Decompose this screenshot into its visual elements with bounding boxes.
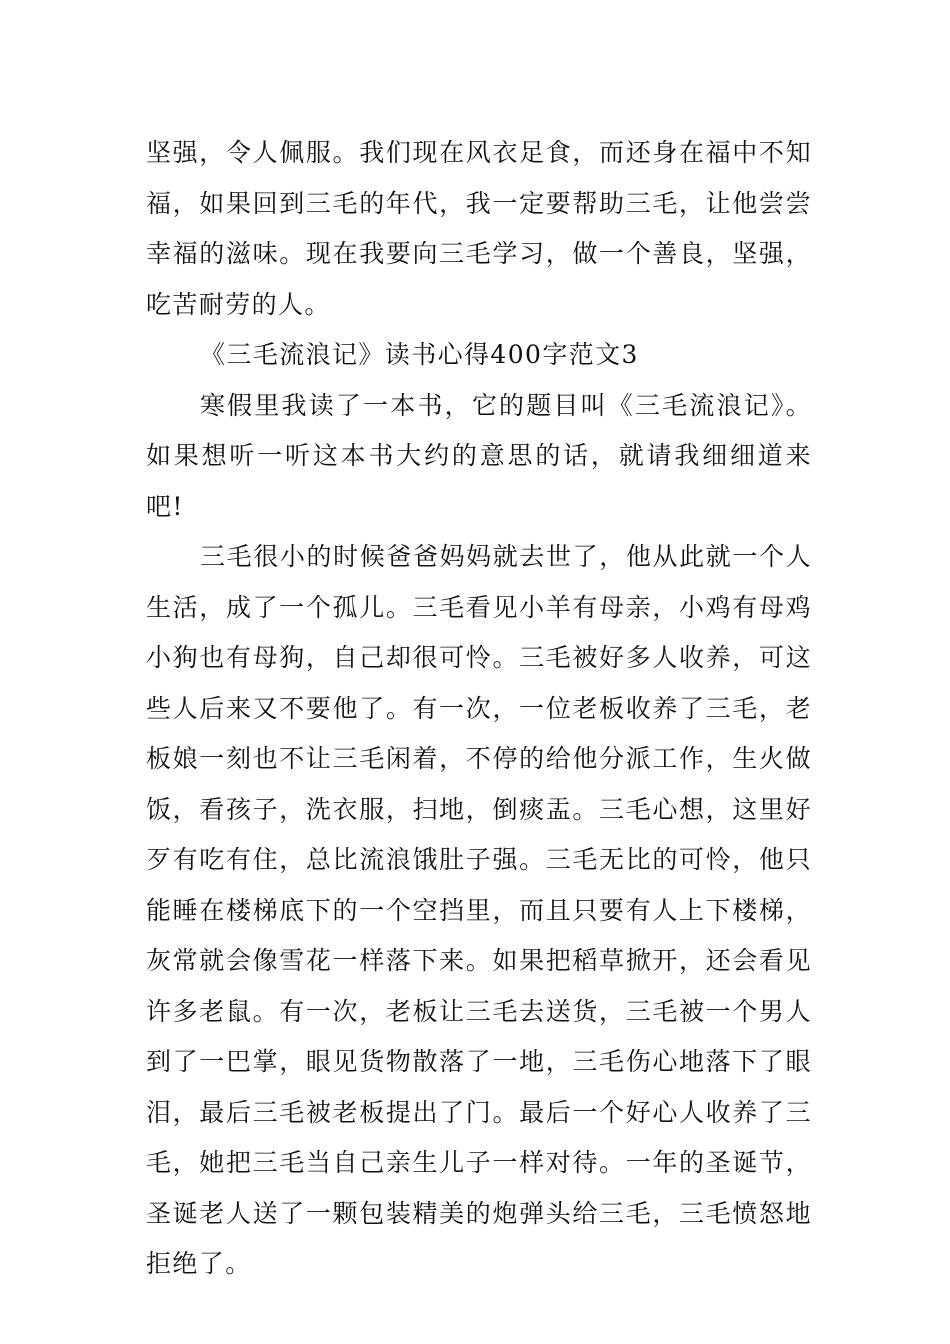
document-page	[146, 128, 812, 1290]
paragraph-intro: 寒假里我读了一本书，它的题目叫《三毛流浪记》。如果想听一听这本书大约的意思的话，就请我细细道来吧!	[146, 390, 812, 521]
paragraph-story: 三毛很小的时候爸爸妈妈就去世了，他从此就一个人生活，成了一个孤儿。三毛看见小羊有母亲，小鸡有母鸡小狗也有母狗，自己却很可怜。三毛被好多人收养，可这些人后来又不要他了。有一次，一位老板收养了三毛，老板娘一刻也不让三毛闲着，不停的给他分派工作，生火做饭，看孩子，洗衣服，扫地，倒痰盂。三毛心想，这里好歹有吃有住，总比流浪饿肚子强。三毛无比的可怜，他只能睡在楼梯底下的一个空挡里，而且只要有人上下楼梯，灰常就会像雪花一样落下来。如果把稻草掀开，还会看见许多老鼠。有一次，老板让三毛去送货，三毛被一个男人到了一巴掌，眼见货物散落了一地，三毛伤心地落下了眼泪，最后三毛被老板提出了门。最后一个好心人收养了三毛，她把三毛当自己亲生儿子一样对待。一年的圣诞节，圣诞老人送了一颗包装精美的炮弹头给三毛，三毛愤怒地拒绝了。	[146, 542, 812, 1278]
section-heading: 《三毛流浪记》读书心得400字范文3	[200, 340, 639, 369]
paragraph-continuation: 坚强，令人佩服。我们现在风衣足食，而还身在福中不知福，如果回到三毛的年代，我一定要帮助三毛，让他尝尝幸福的滋味。现在我要向三毛学习，做一个善良，坚强，吃苦耐劳的人。	[146, 138, 812, 319]
